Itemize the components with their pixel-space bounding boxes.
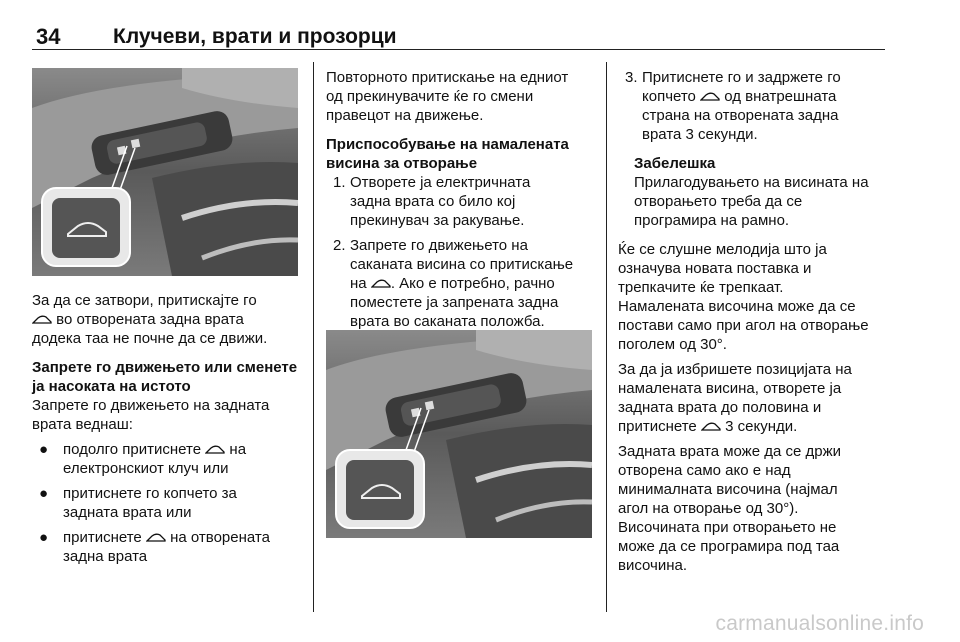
text-line: минималната височина (најмал xyxy=(618,481,838,498)
text-line: задна врата xyxy=(63,548,148,565)
text-line: од прекинувачите ќе го смени xyxy=(326,88,534,105)
text-line: врата веднаш: xyxy=(32,416,133,433)
text-fragment: во отворената задна врата xyxy=(56,311,244,328)
text-line: програмира на рамно. xyxy=(634,212,790,229)
text-fragment: од внатрешната xyxy=(724,88,837,105)
text-line: агол на отворање од 30°). xyxy=(618,500,799,517)
text-line: отворањето треба да се xyxy=(634,193,803,210)
list-item xyxy=(326,173,602,230)
text-line: страна на отворената задна xyxy=(642,107,839,124)
tailgate-icon xyxy=(701,418,721,429)
text-fragment: подолго притиснете xyxy=(63,441,202,458)
text-line: Повторното притискање на едниот xyxy=(326,69,569,86)
text-line: задната врата или xyxy=(63,504,192,521)
text-line: поместете ја запрената задна xyxy=(350,294,559,311)
text-line: додека таа не почне да се движи. xyxy=(32,330,268,347)
page-title: Клучеви, врати и прозорци xyxy=(113,25,397,48)
note-box xyxy=(618,154,898,230)
text-fragment: притиснете xyxy=(63,529,142,546)
tailgate-icon xyxy=(371,275,391,286)
text-line: отворена само ако е над xyxy=(618,462,791,479)
text-line: Запрете го движењето на xyxy=(350,237,528,254)
tailgate-icon xyxy=(32,311,52,322)
page-number: 34 xyxy=(36,24,61,49)
tailgate-switch-photo xyxy=(326,330,592,538)
bullet: ● xyxy=(39,485,49,502)
text-line: врата во саканата положба. xyxy=(350,313,545,330)
text-line: Запрете го движењето на задната xyxy=(32,397,270,414)
text-line: Височината при отворањето не xyxy=(618,519,837,536)
text-line: За да ја избришете позицијата на xyxy=(618,361,852,378)
list-item xyxy=(32,440,308,478)
text-fragment: притиснете xyxy=(618,418,697,435)
column-2 xyxy=(326,68,602,331)
column-3 xyxy=(618,68,898,575)
text-fragment: на отворената xyxy=(170,529,270,546)
text-fragment: 3 секунди. xyxy=(725,418,798,435)
header-rule xyxy=(32,49,885,50)
tailgate-icon xyxy=(146,529,166,540)
text-line: притиснете го копчето за xyxy=(63,485,237,502)
text-line: Намалената височина може да се xyxy=(618,298,856,315)
list-item xyxy=(32,528,308,566)
watermark: carmanualsonline.info xyxy=(715,612,924,635)
tailgate-icon xyxy=(205,441,225,452)
section-heading: висина за отворање xyxy=(326,155,478,172)
list-item xyxy=(326,236,602,331)
text-line: правецот на движење. xyxy=(326,107,484,124)
text-line: електронскиот клуч или xyxy=(63,460,229,477)
text-line: прекинувач за ракување. xyxy=(350,212,525,229)
column-divider xyxy=(606,62,607,612)
section-heading: Запрете го движењето или сменете xyxy=(32,359,298,376)
step-number: 1. xyxy=(333,174,346,191)
column-divider xyxy=(313,62,314,612)
section-heading: ја насоката на истото xyxy=(32,378,191,395)
column-1 xyxy=(32,291,308,566)
text-line: Притиснете го и задржете го xyxy=(642,69,841,86)
text-line: врата 3 секунди. xyxy=(642,126,758,143)
step-number: 2. xyxy=(333,237,346,254)
tailgate-switch-photo xyxy=(32,68,298,276)
text-fragment: на xyxy=(229,441,247,458)
text-fragment: копчето xyxy=(642,88,696,105)
section-heading: Приспособување на намалената xyxy=(326,136,569,153)
text-line: Прилагодувањето на висината на xyxy=(634,174,869,191)
list-item xyxy=(32,484,308,522)
text-fragment: на xyxy=(350,275,367,292)
tailgate-icon xyxy=(700,88,720,99)
text-line: саканата висина со притискање xyxy=(350,256,574,273)
text-line: поголем од 30°. xyxy=(618,336,727,353)
bullet: ● xyxy=(39,441,49,458)
text-line: намалената висина, отворете ја xyxy=(618,380,842,397)
text-line: задна врата со било кој xyxy=(350,193,516,210)
bullet: ● xyxy=(39,529,49,546)
text-line: може да се програмира под таа xyxy=(618,538,840,555)
text-line: задната врата до половина и xyxy=(618,399,822,416)
text-line: трепкачите ќе трепкаат. xyxy=(618,279,784,296)
note-title: Забелешка xyxy=(634,155,716,172)
step-number: 3. xyxy=(625,69,638,86)
text-line: означува новата поставка и xyxy=(618,260,812,277)
text-line: постави само при агол на отворање xyxy=(618,317,869,334)
text-line: Отворете ја електричната xyxy=(350,174,531,191)
text-line: Ќе се слушне мелодија што ја xyxy=(618,241,827,258)
text-line: височина. xyxy=(618,557,688,574)
text-line: За да се затвори, притискајте го xyxy=(32,292,257,309)
text-fragment: . Ако е потребно, рачно xyxy=(390,275,555,292)
text-line xyxy=(32,310,308,329)
text-line: Задната врата може да се држи xyxy=(618,443,842,460)
list-item xyxy=(618,68,898,144)
